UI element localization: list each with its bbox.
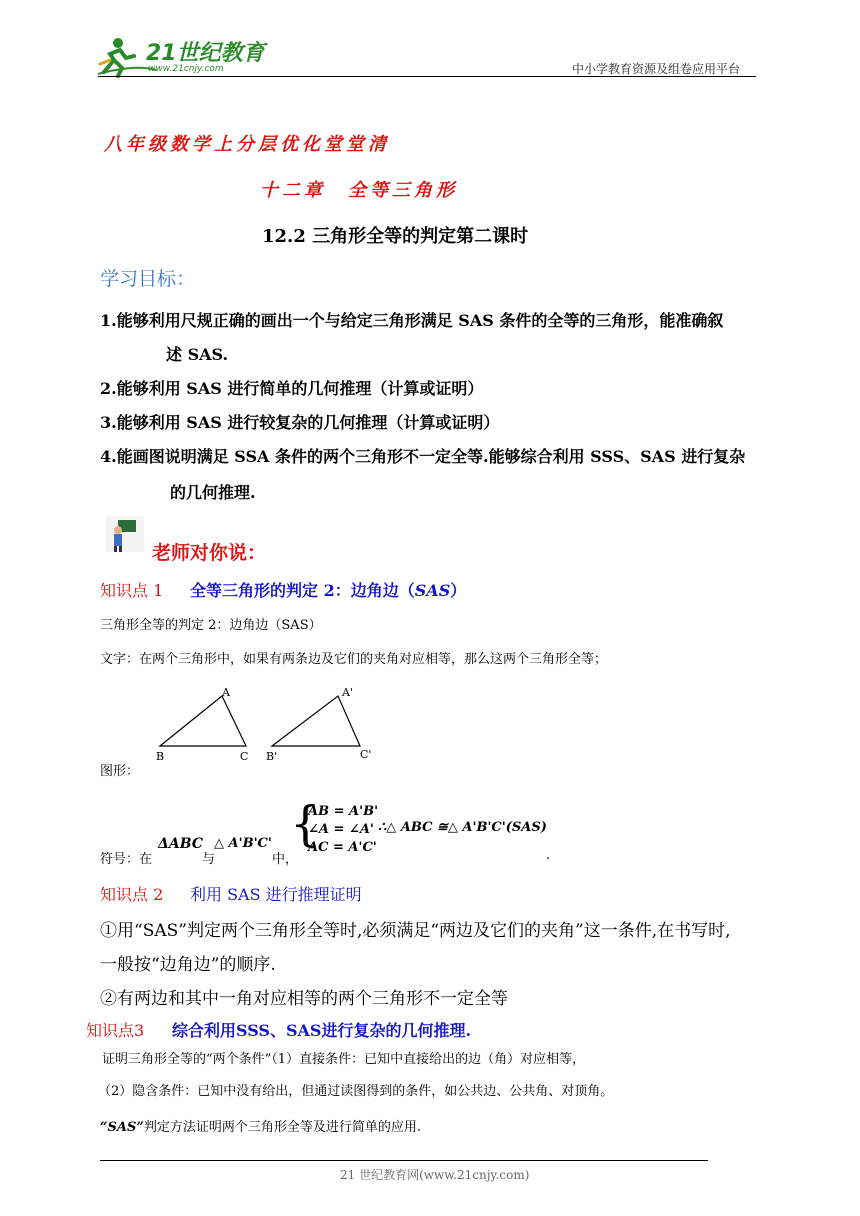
condition-2: ∠A = ∠A' — [308, 822, 374, 837]
condition-1: AB = A'B' — [308, 804, 379, 819]
symbol-abc: ΔABC — [158, 836, 203, 852]
chapter-title: 十二章 全等三角形 — [260, 180, 458, 201]
symbol-label: 符号：在 — [100, 852, 153, 867]
footer-text: 21 世纪教育网(www.21cnjy.com) — [340, 1168, 530, 1182]
objectives-heading: 学习目标： — [100, 268, 196, 290]
figure-label: 图形： — [100, 764, 140, 779]
footer-divider — [100, 1160, 708, 1161]
kp2-label: 知识点 2 — [100, 885, 164, 904]
teacher-icon — [104, 514, 146, 554]
logo-main-text: 21世纪教育 — [146, 41, 265, 66]
objective-1-line1: 1.能够利用尺规正确的画出一个与给定三角形满足 SAS 条件的全等的三角形，能准确叙 — [100, 311, 724, 330]
vertex-b-prime: B' — [266, 750, 278, 763]
objective-3: 3.能够利用 SAS 进行较复杂的几何推理（计算或证明） — [100, 413, 500, 432]
header-divider — [98, 76, 756, 77]
vertex-c-prime: C' — [360, 748, 372, 761]
kp2-paragraph1-line1: ①用“SAS”判定两个三角形全等时,必须满足“两边及它们的夹角”这一条件,在书写时, — [100, 921, 731, 941]
kp2-paragraph1-line2: 一般按“边角边”的顺序. — [100, 955, 276, 975]
conclusion: ∴△ ABC ≅△ A'B'C'(SAS) — [378, 820, 547, 835]
logo-url-text: www.21cnjy.com — [148, 64, 224, 74]
triangle-figure — [150, 684, 390, 764]
site-logo — [96, 34, 266, 78]
vertex-b: B — [156, 750, 165, 763]
symbol-with: 与 — [202, 852, 216, 867]
condition-3: AC = A'C' — [308, 840, 377, 855]
objective-4-line1: 4.能画图说明满足 SSA 条件的两个三角形不一定全等.能够综合利用 SSS、SAS 进行复杂 — [100, 447, 746, 466]
objective-2: 2.能够利用 SAS 进行简单的几何推理（计算或证明） — [100, 379, 484, 398]
kp3-line2: （2）隐含条件：已知中没有给出，但通过读图得到的条件，如公共边、公共角、对顶角。 — [98, 1084, 614, 1099]
kp3-line3: “SAS”判定方法证明两个三角形全等及进行简单的应用. — [100, 1120, 421, 1135]
lesson-title: 12.2 三角形全等的判定第二课时 — [262, 226, 529, 247]
platform-text: 中小学教育资源及组卷应用平台 — [572, 62, 741, 76]
vertex-c: C — [240, 750, 249, 763]
kp1-title: 全等三角形的判定 2：边角边（SAS） — [190, 581, 467, 600]
symbol-abc-prime: △ A'B'C' — [214, 836, 272, 851]
vertex-a-prime: A' — [342, 686, 353, 699]
kp1-line1: 三角形全等的判定 2：边角边（SAS） — [100, 618, 322, 633]
kp1-label: 知识点 1 — [100, 581, 164, 600]
vertex-a: A — [222, 686, 230, 699]
kp1-line2: 文字：在两个三角形中，如果有两条边及它们的夹角对应相等，那么这两个三角形全等； — [100, 652, 608, 667]
symbol-period: . — [546, 848, 551, 863]
objective-1-line2: 述 SAS. — [166, 345, 229, 364]
objective-4-line2: 的几何推理. — [170, 483, 256, 502]
series-title: 八年级数学上分层优化堂堂清 — [104, 134, 390, 155]
kp3-title: 综合利用SSS、SAS进行复杂的几何推理. — [172, 1021, 472, 1040]
kp2-paragraph2: ②有两边和其中一角对应相等的两个三角形不一定全等 — [100, 989, 508, 1009]
symbol-zhong: 中， — [272, 852, 299, 867]
triangle-abc — [160, 696, 246, 746]
triangle-abc-prime — [272, 696, 360, 746]
kp3-label: 知识点3 — [86, 1021, 145, 1040]
brace-icon: { — [290, 796, 321, 852]
kp2-title: 利用 SAS 进行推理证明 — [190, 885, 362, 904]
teacher-heading: 老师对你说： — [152, 542, 267, 564]
kp3-line1: 证明三角形全等的“两个条件”（1）直接条件：已知中直接给出的边（角）对应相等， — [102, 1052, 586, 1067]
